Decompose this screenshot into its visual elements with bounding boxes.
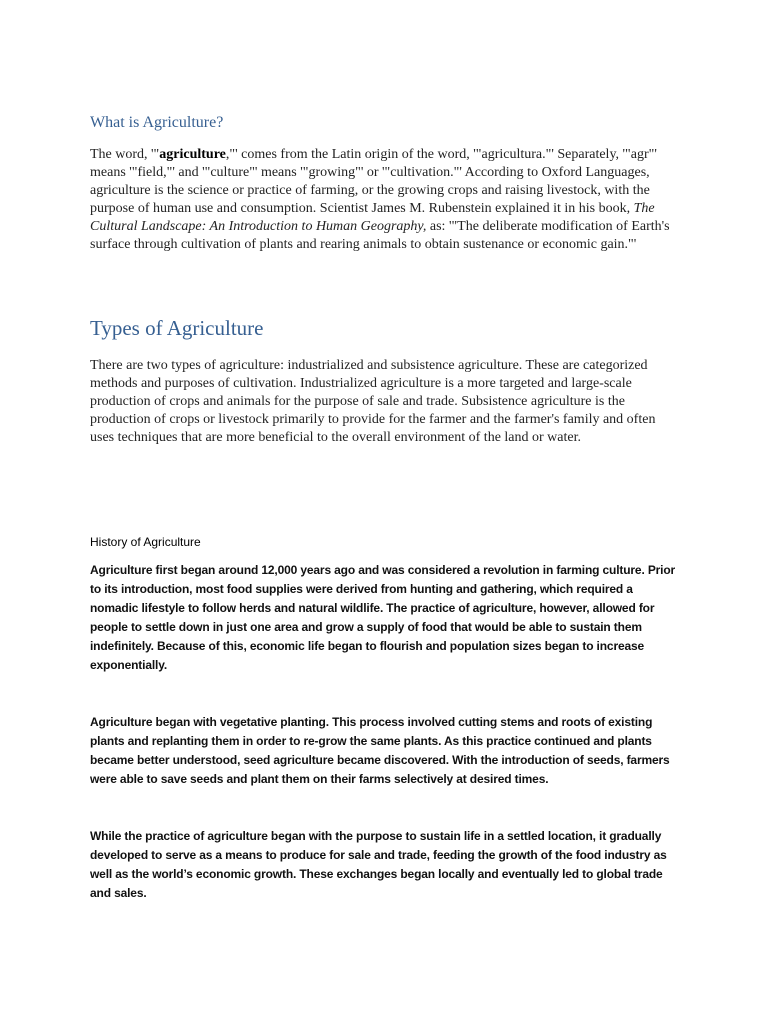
heading-types-of-agriculture: Types of Agriculture — [90, 316, 264, 340]
definition-outro: as: '"The deliberate modification of Earth's surface through cultivation of plants and rearing animals to obtain sustenance or economic gain."' — [90, 219, 670, 252]
definition-body: ,"' comes from the Latin origin of the word, '"agricultura."' Separately, '"agr"' means '"field,"' and '"culture"' means '"growing"' or '"cultivation."' According to Oxford Languages, agriculture is the science or practice of farming, or the growing crops and raising livestock, with the purpose of human use and consumption. Scientist James M. Rubenstein explained it in his book, — [90, 147, 657, 216]
heading-what-is-agriculture: What is Agriculture? — [90, 114, 224, 131]
term-agriculture: agriculture — [159, 147, 226, 162]
paragraph-history-origin: Agriculture first began around 12,000 years ago and was considered a revolution in farming culture. Prior to its introduction, most food supplies were derived from hunting and gathering, which required a nomadic lifestyle to follow herds and natural wildlife. The practice of agriculture, however, allowed for people to settle down in just one area and grow a supply of food that would be able to sustain them indefinitely. Because of this, economic life began to flourish and population sizes began to increase exponentially. — [90, 563, 676, 672]
definition-intro: The word, '" — [90, 147, 160, 162]
paragraph-types: There are two types of agriculture: industrialized and subsistence agriculture. These are categorized methods and purposes of cultivation. Industrialized agriculture is a more targeted and large-scale production of crops and animals for the purpose of sale and trade. Subsistence agriculture is the production of crops or livestock primarily to provide for the farmer and the farmer's family and often uses techniques that are more beneficial to the overall environment of the land or water. — [90, 358, 656, 445]
heading-history-of-agriculture: History of Agriculture — [90, 535, 201, 549]
document-page — [90, 0, 680, 1024]
paragraph-definition — [90, 146, 680, 254]
book-title: The Cultural Landscape: An Introduction to Human Geography, — [90, 201, 655, 234]
paragraph-history-trade: While the practice of agriculture began with the purpose to sustain life in a settled location, it gradually developed to serve as a means to produce for sale and trade, feeding the growth of the food industry as well as the world’s economic growth. These exchanges began locally and eventually led to global trade and sales. — [90, 829, 667, 900]
paragraph-history-planting: Agriculture began with vegetative planting. This process involved cutting stems and roots of existing plants and replanting them in order to re-grow the same plants. As this practice continued and plants became better understood, seed agriculture became discovered. With the introduction of seeds, farmers were able to save seeds and plant them on their farms selectively at desired times. — [90, 715, 670, 786]
